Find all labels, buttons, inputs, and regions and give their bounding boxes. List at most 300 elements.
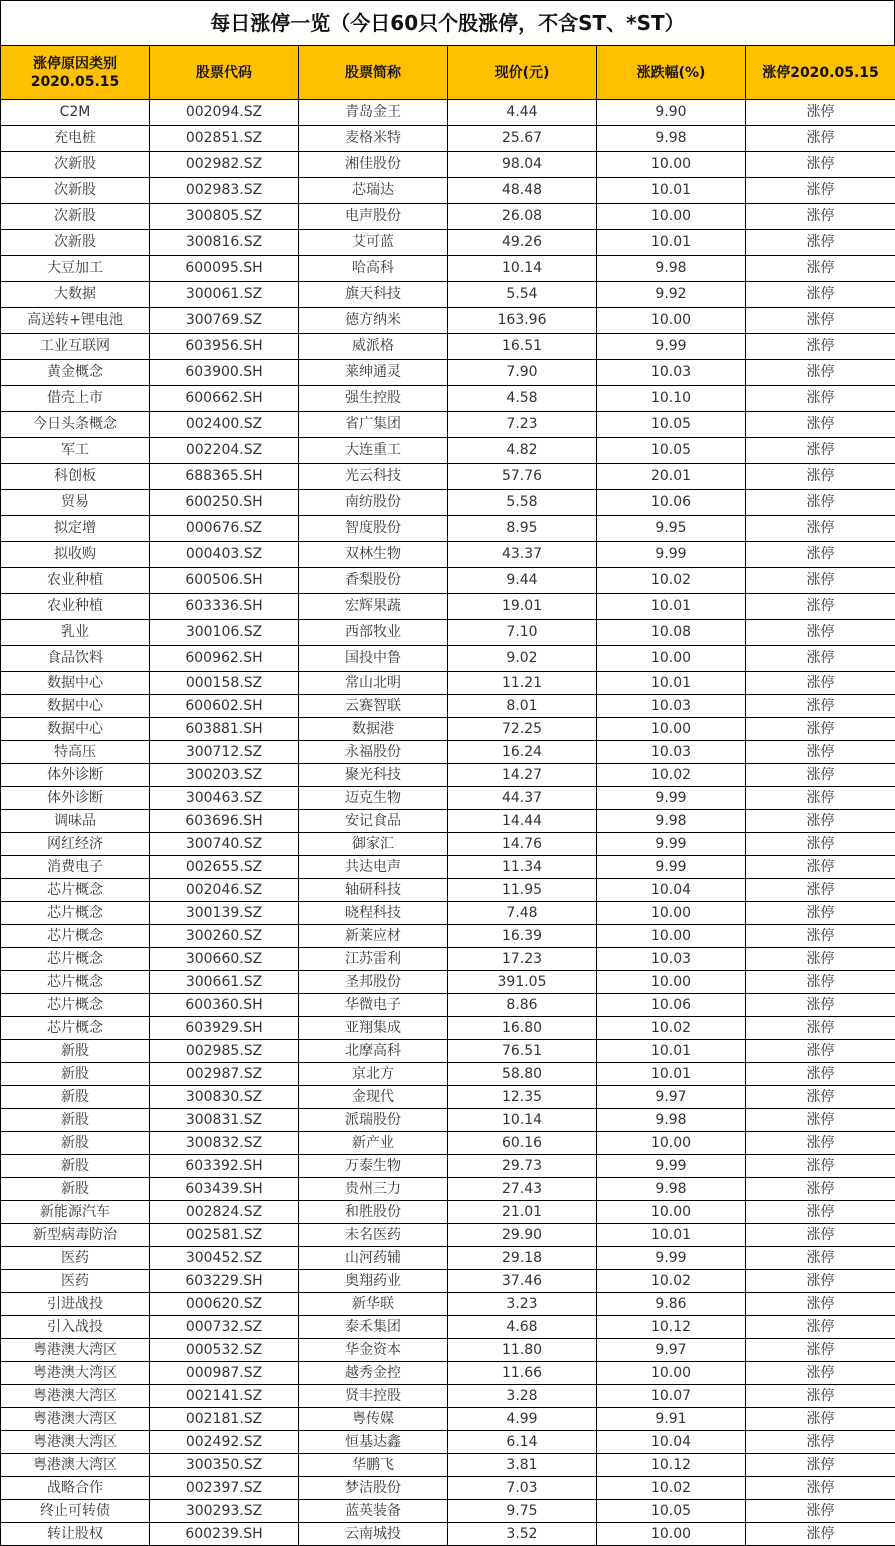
cell-change: 9.99 — [597, 1247, 746, 1270]
cell-category: 贸易 — [1, 490, 150, 516]
cell-name: 永福股份 — [299, 741, 448, 764]
cell-code: 300139.SZ — [150, 902, 299, 925]
cell-status: 涨停 — [746, 787, 895, 810]
cell-price: 17.23 — [448, 948, 597, 971]
cell-category: 新股 — [1, 1063, 150, 1086]
cell-category: 芯片概念 — [1, 971, 150, 994]
cell-category: 新股 — [1, 1109, 150, 1132]
cell-status: 涨停 — [746, 1523, 895, 1546]
table-row — [1, 334, 895, 360]
column-header-change: 涨跌幅(%) — [597, 46, 746, 100]
cell-change: 9.99 — [597, 334, 746, 360]
table-row — [1, 1040, 895, 1063]
cell-name: 梦洁股份 — [299, 1477, 448, 1500]
cell-category: 引进战投 — [1, 1293, 150, 1316]
cell-code: 000158.SZ — [150, 672, 299, 695]
cell-change: 10.12 — [597, 1316, 746, 1339]
cell-status: 涨停 — [746, 126, 895, 152]
cell-price: 3.81 — [448, 1454, 597, 1477]
cell-price: 4.82 — [448, 438, 597, 464]
cell-change: 10.01 — [597, 1040, 746, 1063]
cell-name: 国投中鲁 — [299, 646, 448, 672]
cell-status: 涨停 — [746, 100, 895, 126]
table-row — [1, 1109, 895, 1132]
cell-code: 300830.SZ — [150, 1086, 299, 1109]
cell-code: 300061.SZ — [150, 282, 299, 308]
cell-name: 北摩高科 — [299, 1040, 448, 1063]
cell-price: 29.73 — [448, 1155, 597, 1178]
cell-category: 农业种植 — [1, 594, 150, 620]
cell-status: 涨停 — [746, 1040, 895, 1063]
cell-name: 旗天科技 — [299, 282, 448, 308]
cell-status: 涨停 — [746, 1063, 895, 1086]
cell-name: 山河药辅 — [299, 1247, 448, 1270]
cell-code: 000732.SZ — [150, 1316, 299, 1339]
cell-status: 涨停 — [746, 412, 895, 438]
cell-price: 7.10 — [448, 620, 597, 646]
cell-code: 300816.SZ — [150, 230, 299, 256]
cell-change: 9.99 — [597, 542, 746, 568]
cell-status: 涨停 — [746, 594, 895, 620]
cell-category: 军工 — [1, 438, 150, 464]
table-row — [1, 1454, 895, 1477]
cell-change: 10.04 — [597, 1431, 746, 1454]
table-header-row — [1, 46, 895, 100]
cell-change: 9.98 — [597, 810, 746, 833]
cell-category: 粤港澳大湾区 — [1, 1385, 150, 1408]
cell-change: 10.05 — [597, 412, 746, 438]
table-row — [1, 1224, 895, 1247]
cell-name: 华微电子 — [299, 994, 448, 1017]
cell-change: 9.99 — [597, 1155, 746, 1178]
cell-status: 涨停 — [746, 256, 895, 282]
table-row — [1, 856, 895, 879]
cell-change: 10.00 — [597, 1362, 746, 1385]
cell-code: 002985.SZ — [150, 1040, 299, 1063]
cell-status: 涨停 — [746, 1155, 895, 1178]
cell-price: 163.96 — [448, 308, 597, 334]
cell-category: C2M — [1, 100, 150, 126]
cell-category: 医药 — [1, 1270, 150, 1293]
cell-status: 涨停 — [746, 1362, 895, 1385]
cell-category: 拟定增 — [1, 516, 150, 542]
cell-status: 涨停 — [746, 1201, 895, 1224]
cell-code: 600095.SH — [150, 256, 299, 282]
cell-category: 特高压 — [1, 741, 150, 764]
cell-code: 300452.SZ — [150, 1247, 299, 1270]
cell-price: 60.16 — [448, 1132, 597, 1155]
cell-price: 3.23 — [448, 1293, 597, 1316]
table-row — [1, 568, 895, 594]
cell-price: 14.44 — [448, 810, 597, 833]
cell-name: 万泰生物 — [299, 1155, 448, 1178]
cell-change: 9.98 — [597, 256, 746, 282]
cell-name: 湘佳股份 — [299, 152, 448, 178]
cell-name: 亚翔集成 — [299, 1017, 448, 1040]
cell-status: 涨停 — [746, 1408, 895, 1431]
cell-price: 72.25 — [448, 718, 597, 741]
cell-category: 调味品 — [1, 810, 150, 833]
cell-code: 300260.SZ — [150, 925, 299, 948]
cell-name: 蓝英装备 — [299, 1500, 448, 1523]
cell-price: 9.75 — [448, 1500, 597, 1523]
cell-code: 603392.SH — [150, 1155, 299, 1178]
cell-category: 次新股 — [1, 204, 150, 230]
cell-name: 电声股份 — [299, 204, 448, 230]
table-row — [1, 516, 895, 542]
cell-status: 涨停 — [746, 879, 895, 902]
table-row — [1, 204, 895, 230]
cell-price: 44.37 — [448, 787, 597, 810]
cell-category: 粤港澳大湾区 — [1, 1339, 150, 1362]
cell-price: 7.23 — [448, 412, 597, 438]
cell-name: 贤丰控股 — [299, 1385, 448, 1408]
cell-category: 网红经济 — [1, 833, 150, 856]
cell-price: 21.01 — [448, 1201, 597, 1224]
cell-code: 002400.SZ — [150, 412, 299, 438]
cell-category: 芯片概念 — [1, 948, 150, 971]
cell-category: 次新股 — [1, 152, 150, 178]
cell-code: 600239.SH — [150, 1523, 299, 1546]
cell-name: 西部牧业 — [299, 620, 448, 646]
table-row — [1, 971, 895, 994]
cell-change: 10.12 — [597, 1454, 746, 1477]
cell-category: 充电桩 — [1, 126, 150, 152]
cell-category: 工业互联网 — [1, 334, 150, 360]
cell-code: 002204.SZ — [150, 438, 299, 464]
cell-code: 000620.SZ — [150, 1293, 299, 1316]
table-row — [1, 594, 895, 620]
cell-name: 轴研科技 — [299, 879, 448, 902]
cell-price: 5.54 — [448, 282, 597, 308]
cell-code: 002983.SZ — [150, 178, 299, 204]
cell-change: 10.00 — [597, 1132, 746, 1155]
cell-code: 000403.SZ — [150, 542, 299, 568]
cell-status: 涨停 — [746, 568, 895, 594]
cell-status: 涨停 — [746, 672, 895, 695]
cell-change: 10.00 — [597, 152, 746, 178]
cell-change: 10.02 — [597, 1477, 746, 1500]
cell-status: 涨停 — [746, 1431, 895, 1454]
cell-change: 10.03 — [597, 360, 746, 386]
cell-code: 000676.SZ — [150, 516, 299, 542]
cell-status: 涨停 — [746, 925, 895, 948]
cell-change: 10.00 — [597, 1201, 746, 1224]
cell-name: 云赛智联 — [299, 695, 448, 718]
cell-name: 金现代 — [299, 1086, 448, 1109]
table-row — [1, 1086, 895, 1109]
cell-status: 涨停 — [746, 810, 895, 833]
cell-code: 002851.SZ — [150, 126, 299, 152]
table-row — [1, 1270, 895, 1293]
cell-name: 派瑞股份 — [299, 1109, 448, 1132]
cell-code: 300293.SZ — [150, 1500, 299, 1523]
cell-name: 华鹏飞 — [299, 1454, 448, 1477]
table-row — [1, 126, 895, 152]
cell-name: 共达电声 — [299, 856, 448, 879]
cell-name: 光云科技 — [299, 464, 448, 490]
cell-status: 涨停 — [746, 1270, 895, 1293]
cell-price: 14.76 — [448, 833, 597, 856]
cell-status: 涨停 — [746, 695, 895, 718]
cell-price: 4.44 — [448, 100, 597, 126]
cell-change: 10.05 — [597, 438, 746, 464]
cell-price: 26.08 — [448, 204, 597, 230]
table-row — [1, 308, 895, 334]
cell-status: 涨停 — [746, 1316, 895, 1339]
cell-name: 奥翔药业 — [299, 1270, 448, 1293]
cell-price: 16.51 — [448, 334, 597, 360]
cell-name: 数据港 — [299, 718, 448, 741]
cell-code: 603696.SH — [150, 810, 299, 833]
cell-change: 9.95 — [597, 516, 746, 542]
table-row — [1, 230, 895, 256]
cell-change: 9.98 — [597, 1109, 746, 1132]
cell-name: 和胜股份 — [299, 1201, 448, 1224]
cell-price: 27.43 — [448, 1178, 597, 1201]
cell-name: 聚光科技 — [299, 764, 448, 787]
table-row — [1, 948, 895, 971]
cell-status: 涨停 — [746, 1247, 895, 1270]
cell-status: 涨停 — [746, 646, 895, 672]
cell-code: 600506.SH — [150, 568, 299, 594]
cell-price: 8.01 — [448, 695, 597, 718]
table-row — [1, 902, 895, 925]
cell-change: 10.01 — [597, 178, 746, 204]
column-header-code: 股票代码 — [150, 46, 299, 100]
table-row — [1, 1477, 895, 1500]
column-header-price: 现价(元) — [448, 46, 597, 100]
category-header-line2: 2020.05.15 — [30, 73, 120, 90]
cell-change: 9.90 — [597, 100, 746, 126]
cell-name: 安记食品 — [299, 810, 448, 833]
cell-category: 粤港澳大湾区 — [1, 1408, 150, 1431]
table-row — [1, 1132, 895, 1155]
cell-code: 600602.SH — [150, 695, 299, 718]
cell-code: 603881.SH — [150, 718, 299, 741]
cell-code: 000987.SZ — [150, 1362, 299, 1385]
cell-code: 688365.SH — [150, 464, 299, 490]
cell-category: 粤港澳大湾区 — [1, 1431, 150, 1454]
table-row — [1, 490, 895, 516]
cell-status: 涨停 — [746, 1017, 895, 1040]
cell-name: 宏辉果蔬 — [299, 594, 448, 620]
cell-code: 002181.SZ — [150, 1408, 299, 1431]
cell-category: 数据中心 — [1, 718, 150, 741]
cell-category: 大豆加工 — [1, 256, 150, 282]
cell-category: 新股 — [1, 1086, 150, 1109]
cell-price: 8.86 — [448, 994, 597, 1017]
cell-category: 农业种植 — [1, 568, 150, 594]
cell-price: 3.28 — [448, 1385, 597, 1408]
table-row — [1, 1362, 895, 1385]
cell-category: 新型病毒防治 — [1, 1224, 150, 1247]
cell-name: 贵州三力 — [299, 1178, 448, 1201]
cell-status: 涨停 — [746, 1477, 895, 1500]
table-row — [1, 879, 895, 902]
cell-price: 29.18 — [448, 1247, 597, 1270]
cell-status: 涨停 — [746, 718, 895, 741]
cell-name: 未名医药 — [299, 1224, 448, 1247]
cell-change: 20.01 — [597, 464, 746, 490]
cell-status: 涨停 — [746, 1500, 895, 1523]
cell-category: 次新股 — [1, 230, 150, 256]
table-row — [1, 925, 895, 948]
cell-code: 300463.SZ — [150, 787, 299, 810]
cell-change: 9.99 — [597, 833, 746, 856]
table-row — [1, 1017, 895, 1040]
table-row — [1, 810, 895, 833]
cell-code: 603439.SH — [150, 1178, 299, 1201]
cell-change: 10.00 — [597, 971, 746, 994]
cell-code: 603229.SH — [150, 1270, 299, 1293]
cell-code: 300106.SZ — [150, 620, 299, 646]
cell-name: 艾可蓝 — [299, 230, 448, 256]
cell-status: 涨停 — [746, 1293, 895, 1316]
cell-change: 9.97 — [597, 1339, 746, 1362]
cell-category: 今日头条概念 — [1, 412, 150, 438]
cell-status: 涨停 — [746, 464, 895, 490]
cell-code: 600662.SH — [150, 386, 299, 412]
cell-code: 300660.SZ — [150, 948, 299, 971]
cell-change: 9.99 — [597, 856, 746, 879]
cell-code: 300712.SZ — [150, 741, 299, 764]
cell-status: 涨停 — [746, 902, 895, 925]
cell-code: 002824.SZ — [150, 1201, 299, 1224]
cell-code: 300805.SZ — [150, 204, 299, 230]
cell-status: 涨停 — [746, 620, 895, 646]
cell-status: 涨停 — [746, 438, 895, 464]
table-row — [1, 152, 895, 178]
cell-change: 9.98 — [597, 1178, 746, 1201]
cell-change: 10.01 — [597, 594, 746, 620]
cell-name: 江苏雷利 — [299, 948, 448, 971]
cell-change: 10.08 — [597, 620, 746, 646]
column-header-name: 股票简称 — [299, 46, 448, 100]
cell-price: 7.90 — [448, 360, 597, 386]
cell-price: 4.58 — [448, 386, 597, 412]
cell-change: 10.02 — [597, 764, 746, 787]
page-title: 每日涨停一览（今日60只个股涨停，不含ST、*ST） — [0, 0, 895, 45]
cell-price: 76.51 — [448, 1040, 597, 1063]
cell-change: 10.05 — [597, 1500, 746, 1523]
cell-name: 莱绅通灵 — [299, 360, 448, 386]
limit-up-table — [0, 45, 895, 1546]
cell-price: 10.14 — [448, 1109, 597, 1132]
cell-code: 600360.SH — [150, 994, 299, 1017]
cell-status: 涨停 — [746, 386, 895, 412]
cell-price: 16.80 — [448, 1017, 597, 1040]
cell-category: 新股 — [1, 1155, 150, 1178]
table-row — [1, 282, 895, 308]
cell-category: 芯片概念 — [1, 1017, 150, 1040]
cell-status: 涨停 — [746, 741, 895, 764]
cell-name: 恒基达鑫 — [299, 1431, 448, 1454]
cell-change: 10.04 — [597, 879, 746, 902]
cell-price: 16.39 — [448, 925, 597, 948]
cell-price: 4.68 — [448, 1316, 597, 1339]
cell-name: 强生控股 — [299, 386, 448, 412]
table-row — [1, 1500, 895, 1523]
cell-code: 603900.SH — [150, 360, 299, 386]
cell-code: 600962.SH — [150, 646, 299, 672]
cell-status: 涨停 — [746, 516, 895, 542]
cell-code: 603336.SH — [150, 594, 299, 620]
cell-category: 粤港澳大湾区 — [1, 1454, 150, 1477]
cell-change: 10.01 — [597, 672, 746, 695]
cell-price: 37.46 — [448, 1270, 597, 1293]
table-row — [1, 1178, 895, 1201]
table-row — [1, 1247, 895, 1270]
cell-change: 10.00 — [597, 902, 746, 925]
cell-status: 涨停 — [746, 230, 895, 256]
cell-category: 医药 — [1, 1247, 150, 1270]
cell-change: 10.00 — [597, 718, 746, 741]
table-row — [1, 412, 895, 438]
cell-name: 大连重工 — [299, 438, 448, 464]
cell-status: 涨停 — [746, 1086, 895, 1109]
cell-code: 002982.SZ — [150, 152, 299, 178]
table-row — [1, 1431, 895, 1454]
cell-category: 转让股权 — [1, 1523, 150, 1546]
cell-change: 10.06 — [597, 490, 746, 516]
cell-change: 10.02 — [597, 1017, 746, 1040]
cell-name: 青岛金王 — [299, 100, 448, 126]
cell-change: 9.97 — [597, 1086, 746, 1109]
cell-status: 涨停 — [746, 1224, 895, 1247]
cell-change: 10.01 — [597, 1063, 746, 1086]
cell-price: 98.04 — [448, 152, 597, 178]
table-row — [1, 178, 895, 204]
cell-price: 58.80 — [448, 1063, 597, 1086]
table-row — [1, 464, 895, 490]
cell-code: 300831.SZ — [150, 1109, 299, 1132]
cell-name: 威派格 — [299, 334, 448, 360]
cell-change: 10.02 — [597, 568, 746, 594]
cell-name: 泰禾集团 — [299, 1316, 448, 1339]
table-row — [1, 1201, 895, 1224]
cell-price: 19.01 — [448, 594, 597, 620]
cell-name: 常山北明 — [299, 672, 448, 695]
category-header-line1: 涨停原因类别 — [33, 55, 117, 72]
cell-name: 双林生物 — [299, 542, 448, 568]
cell-name: 哈高科 — [299, 256, 448, 282]
cell-code: 300661.SZ — [150, 971, 299, 994]
table-row — [1, 718, 895, 741]
cell-code: 300769.SZ — [150, 308, 299, 334]
cell-price: 5.58 — [448, 490, 597, 516]
cell-change: 10.00 — [597, 646, 746, 672]
cell-price: 3.52 — [448, 1523, 597, 1546]
cell-code: 002492.SZ — [150, 1431, 299, 1454]
cell-price: 25.67 — [448, 126, 597, 152]
cell-change: 10.03 — [597, 741, 746, 764]
cell-price: 11.66 — [448, 1362, 597, 1385]
cell-category: 战略合作 — [1, 1477, 150, 1500]
cell-change: 10.00 — [597, 925, 746, 948]
cell-status: 涨停 — [746, 178, 895, 204]
cell-category: 新股 — [1, 1040, 150, 1063]
cell-change: 10.10 — [597, 386, 746, 412]
cell-change: 9.98 — [597, 126, 746, 152]
cell-price: 11.80 — [448, 1339, 597, 1362]
cell-category: 借壳上市 — [1, 386, 150, 412]
table-row — [1, 764, 895, 787]
cell-name: 新华联 — [299, 1293, 448, 1316]
cell-change: 10.03 — [597, 695, 746, 718]
cell-category: 大数据 — [1, 282, 150, 308]
cell-code: 300740.SZ — [150, 833, 299, 856]
